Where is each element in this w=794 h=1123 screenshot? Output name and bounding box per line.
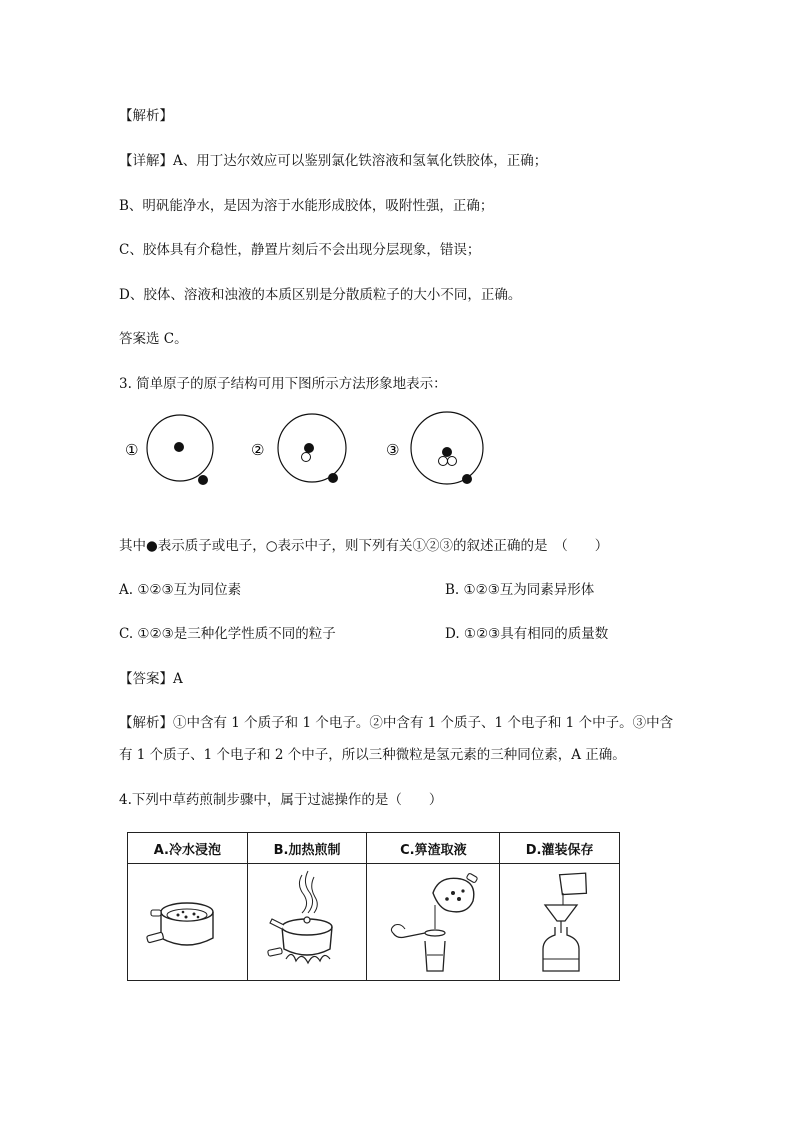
atom-2 <box>278 414 346 483</box>
proton <box>174 442 184 452</box>
cell-filtering <box>367 864 500 981</box>
electron <box>462 474 472 484</box>
atom-3 <box>411 412 483 484</box>
electron <box>328 473 338 483</box>
question-3-answer: 【答案】A <box>119 671 183 687</box>
cell-soaking <box>128 864 248 981</box>
neutron <box>302 453 311 462</box>
neutron <box>439 457 448 466</box>
option-a: A. ①②③互为同位素 <box>119 582 242 598</box>
detail-line-a: 【详解】A、用丁达尔效应可以鉴别氯化铁溶液和氢氧化铁胶体，正确； <box>119 153 548 169</box>
heating-pot-icon <box>262 867 352 977</box>
question-4-stem: 4.下列中草药煎制步骤中，属于过滤操作的是（ ） <box>119 792 443 808</box>
filtering-icon <box>383 867 483 977</box>
analysis-heading: 【解析】 <box>119 108 173 124</box>
option-b: B. ①②③互为同素异形体 <box>445 582 595 598</box>
electron <box>198 475 208 485</box>
question-3-explanation-line-2: 有 1 个质子、1 个电子和 2 个中子，所以三种微粒是氢元素的三种同位素，A 正确。 <box>119 747 626 763</box>
atom-structure-figure <box>118 405 498 495</box>
atom-1 <box>147 415 213 485</box>
question-3-explanation-line-1: 【解析】①中含有 1 个质子和 1 个电子。②中含有 1 个质子、1 个电子和 1 个中子。③中含 <box>119 715 674 731</box>
header-c: C.箅渣取液 <box>367 833 500 864</box>
option-c: C. ①②③是三种化学性质不同的粒子 <box>119 626 336 642</box>
soaking-pot-icon <box>142 872 232 972</box>
cell-heating <box>247 864 367 981</box>
header-a: A.冷水浸泡 <box>128 833 248 864</box>
neutron <box>448 457 457 466</box>
bottling-icon <box>515 867 605 977</box>
detail-line-b: B、明矾能净水，是因为溶于水能形成胶体，吸附性强，正确； <box>119 198 494 214</box>
question-3-stem: 3. 简单原子的原子结构可用下图所示方法形象地表示： <box>119 376 447 392</box>
cell-bottling <box>500 864 620 981</box>
detail-line-c: C、胶体具有介稳性，静置片刻后不会出现分层现象，错误； <box>119 242 481 258</box>
question-3-note: 其中●表示质子或电子，○表示中子，则下列有关①②③的叙述正确的是 （ ） <box>119 538 609 554</box>
proton <box>304 443 314 453</box>
answer-choice: 答案选 C。 <box>119 331 188 347</box>
atom-label-1: ① <box>125 441 139 459</box>
header-b: B.加热煎制 <box>247 833 367 864</box>
detail-line-d: D、胶体、溶液和浊液的本质区别是分散质粒子的大小不同，正确。 <box>119 287 522 303</box>
header-d: D.灌装保存 <box>500 833 620 864</box>
option-d: D. ①②③具有相同的质量数 <box>445 626 609 642</box>
herbal-steps-table <box>127 832 620 981</box>
proton <box>442 447 452 457</box>
atom-label-2: ② <box>251 441 265 459</box>
atom-label-3: ③ <box>386 441 400 459</box>
